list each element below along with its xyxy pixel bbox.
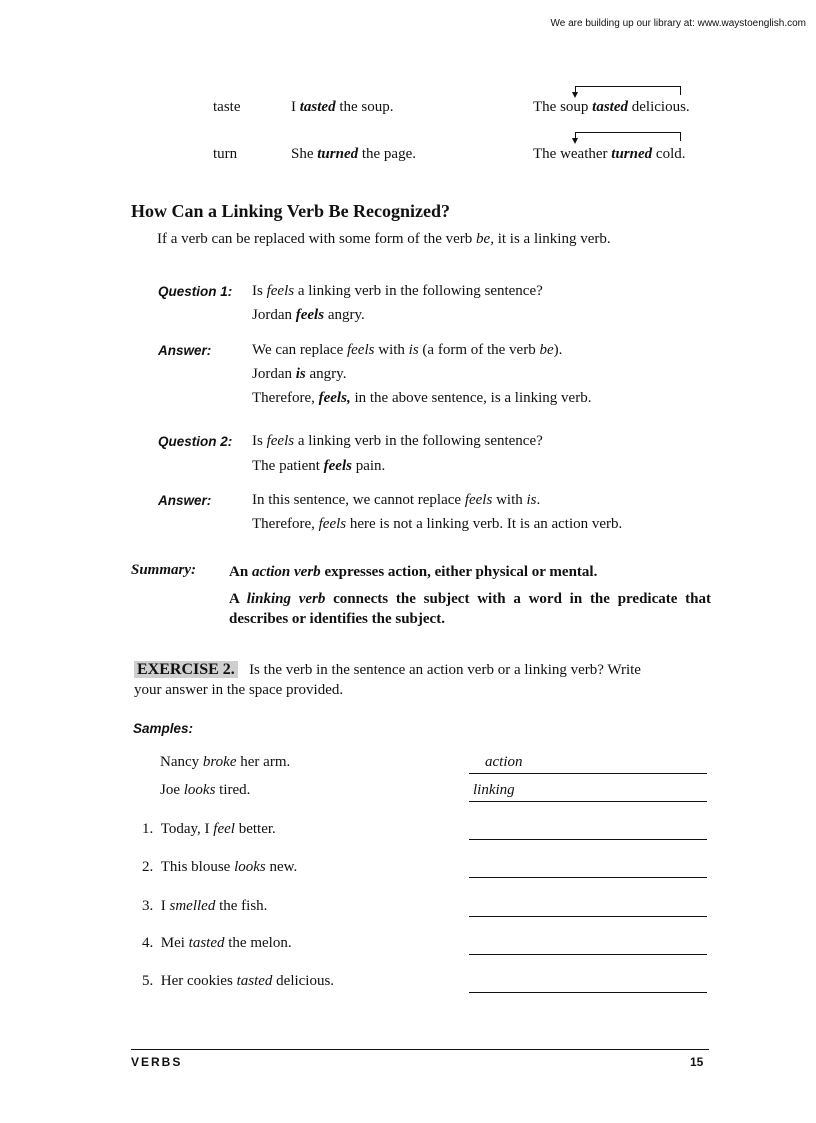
answer-2-line-1: In this sentence, we cannot replace feels with is. [252, 492, 541, 508]
section-heading: How Can a Linking Verb Be Recognized? [131, 201, 451, 221]
arrow-connector-2 [575, 132, 681, 141]
exercise-instruction: EXERCISE 2. Is the verb in the sentence an action verb or a linking verb? Write your answer in the space provided. [134, 661, 641, 698]
exercise-badge: EXERCISE 2. [134, 661, 238, 678]
exercise-item-2: 2. This blouse looks new. [142, 859, 298, 875]
question-2-line-1: Is feels a linking verb in the following sentence? [252, 433, 543, 449]
summary-action-verb: An action verb expresses action, either physical or mental. [229, 564, 598, 580]
page-number: 15 [690, 1055, 704, 1069]
footer-chapter: VERBS [131, 1055, 183, 1069]
answer-1-line-2: Jordan is angry. [252, 366, 347, 382]
exercise-item-4-answer-line[interactable] [469, 954, 707, 955]
sample-2-answer: linking [473, 782, 515, 798]
exercise-item-1: 1. Today, I feel better. [142, 821, 276, 837]
answer-1-line-1: We can replace feels with is (a form of the verb be). [252, 342, 563, 358]
exercise-item-3-answer-line[interactable] [469, 916, 707, 917]
question-2-label: Question 2: [158, 434, 233, 449]
action-example-turn: She turned the page. [291, 146, 416, 162]
question-1-line-1: Is feels a linking verb in the following sentence? [252, 283, 543, 299]
exercise-item-5: 5. Her cookies tasted delicious. [142, 973, 335, 989]
summary-linking-verb: A linking verb connects the subject with a word in the predicate that describes or identifies the subject. [229, 591, 711, 627]
sample-2-sentence: Joe looks tired. [160, 782, 251, 798]
question-1-label: Question 1: [158, 284, 233, 299]
sample-1-sentence: Nancy broke her arm. [160, 754, 291, 770]
samples-label: Samples: [133, 721, 194, 736]
section-intro: If a verb can be replaced with some form of the verb be, it is a linking verb. [157, 231, 611, 247]
linking-example-turn: The weather turned cold. [533, 146, 686, 162]
verb-label-turn: turn [213, 146, 238, 162]
verb-label-taste: taste [213, 99, 241, 115]
exercise-item-1-answer-line[interactable] [469, 839, 707, 840]
exercise-item-4: 4. Mei tasted the melon. [142, 935, 292, 951]
sample-2-answer-line [469, 801, 707, 802]
answer-2-label: Answer: [158, 493, 212, 508]
footer-rule [131, 1049, 709, 1050]
answer-2-line-2: Therefore, feels here is not a linking verb. It is an action verb. [252, 516, 623, 532]
linking-example-taste: The soup tasted delicious. [533, 99, 690, 115]
exercise-item-3: 3. I smelled the fish. [142, 898, 268, 914]
answer-1-line-3: Therefore, feels, in the above sentence, is a linking verb. [252, 390, 592, 406]
question-2-line-2: The patient feels pain. [252, 458, 386, 474]
exercise-item-5-answer-line[interactable] [469, 992, 707, 993]
exercise-item-2-answer-line[interactable] [469, 877, 707, 878]
answer-1-label: Answer: [158, 343, 212, 358]
sample-1-answer: action [485, 754, 523, 770]
action-example-taste: I tasted the soup. [291, 99, 394, 115]
arrow-connector-1 [575, 86, 681, 95]
summary-label: Summary: [131, 562, 197, 578]
header-note: We are building up our library at: www.waystoenglish.com [550, 18, 806, 29]
sample-1-answer-line [469, 773, 707, 774]
question-1-line-2: Jordan feels angry. [252, 307, 365, 323]
